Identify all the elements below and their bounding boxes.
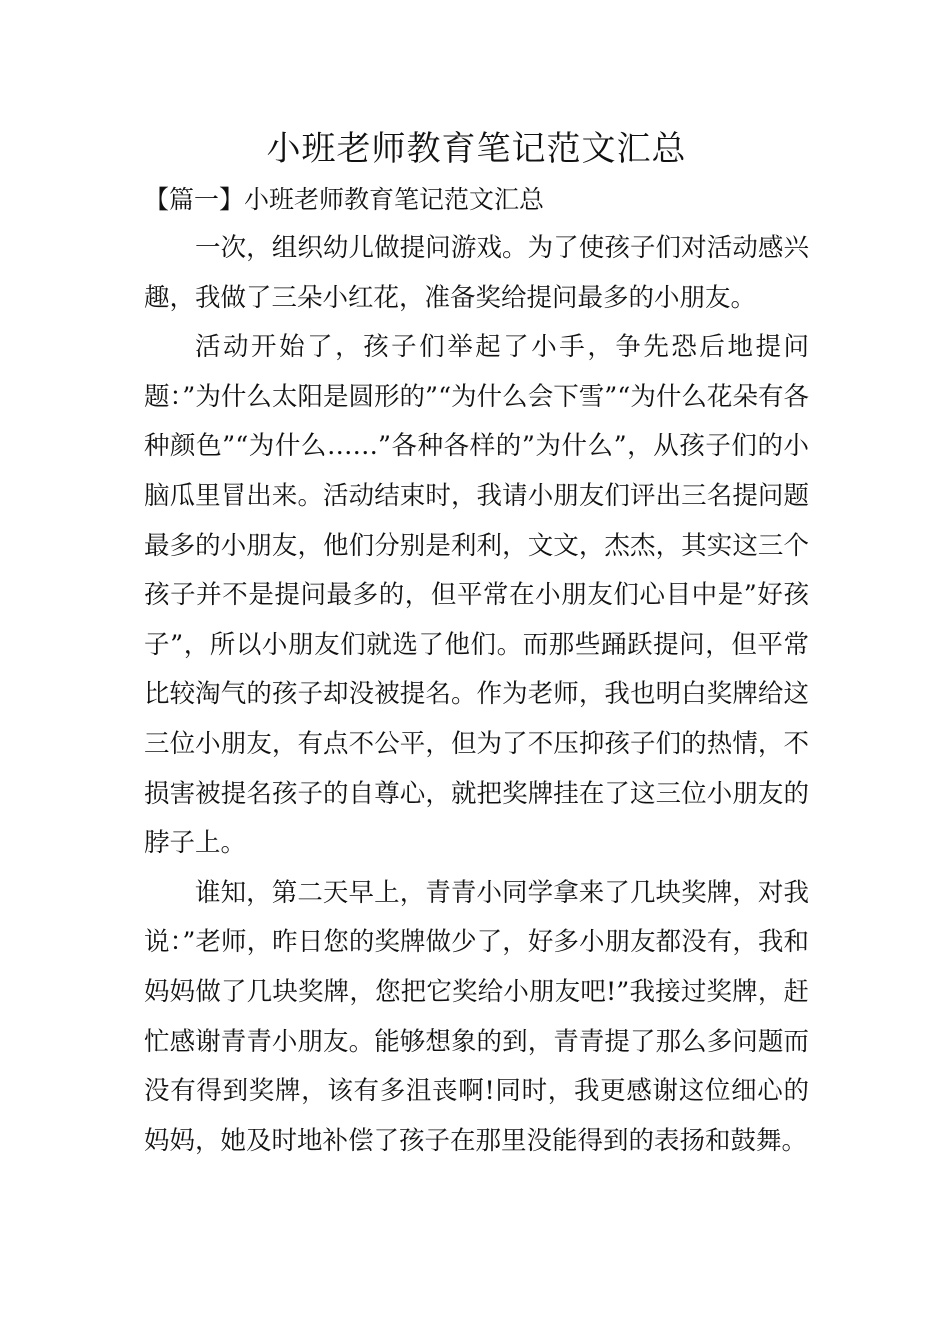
- body-paragraph-1: 一次，组织幼儿做提问游戏。为了使孩子们对活动感兴趣，我做了三朵小红花，准备奖给提问最多的小朋友。: [144, 233, 809, 313]
- section-heading: 【篇一】小班老师教育笔记范文汇总: [144, 185, 545, 214]
- body-paragraph-2: 活动开始了，孩子们举起了小手，争先恐后地提问题：”为什么太阳是圆形的”“为什么会下雪”“为什么花朵有各种颜色”“为什么……”各种各样的”为什么”，从孩子们的小脑瓜里冒出来。活动结束时，我请小朋友们评出三名提问题最多的小朋友，他们分别是利利，文文，杰杰，其实这三个孩子并不是提问最多的，但平常在小朋友们心目中是”好孩子”，所以小朋友们就选了他们。而那些踊跃提问，但平常比较淘气的孩子却没被提名。作为老师，我也明白奖牌给这三位小朋友，有点不公平，但为了不压抑孩子们的热情，不损害被提名孩子的自尊心，就把奖牌挂在了这三位小朋友的脖子上。: [144, 332, 809, 859]
- document-title: 小班老师教育笔记范文汇总: [266, 129, 687, 169]
- body-paragraph-3: 谁知，第二天早上，青青小同学拿来了几块奖牌，对我说：”老师，昨日您的奖牌做少了，好多小朋友都没有，我和妈妈做了几块奖牌，您把它奖给小朋友吧!”我接过奖牌，赶忙感谢青青小朋友。能够想象的到，青青提了那么多问题而没有得到奖牌，该有多沮丧啊!同时，我更感谢这位细心的妈妈，她及时地补偿了孩子在那里没能得到的表扬和鼓舞。: [144, 877, 809, 1156]
- document-page: [144, 120, 809, 1166]
